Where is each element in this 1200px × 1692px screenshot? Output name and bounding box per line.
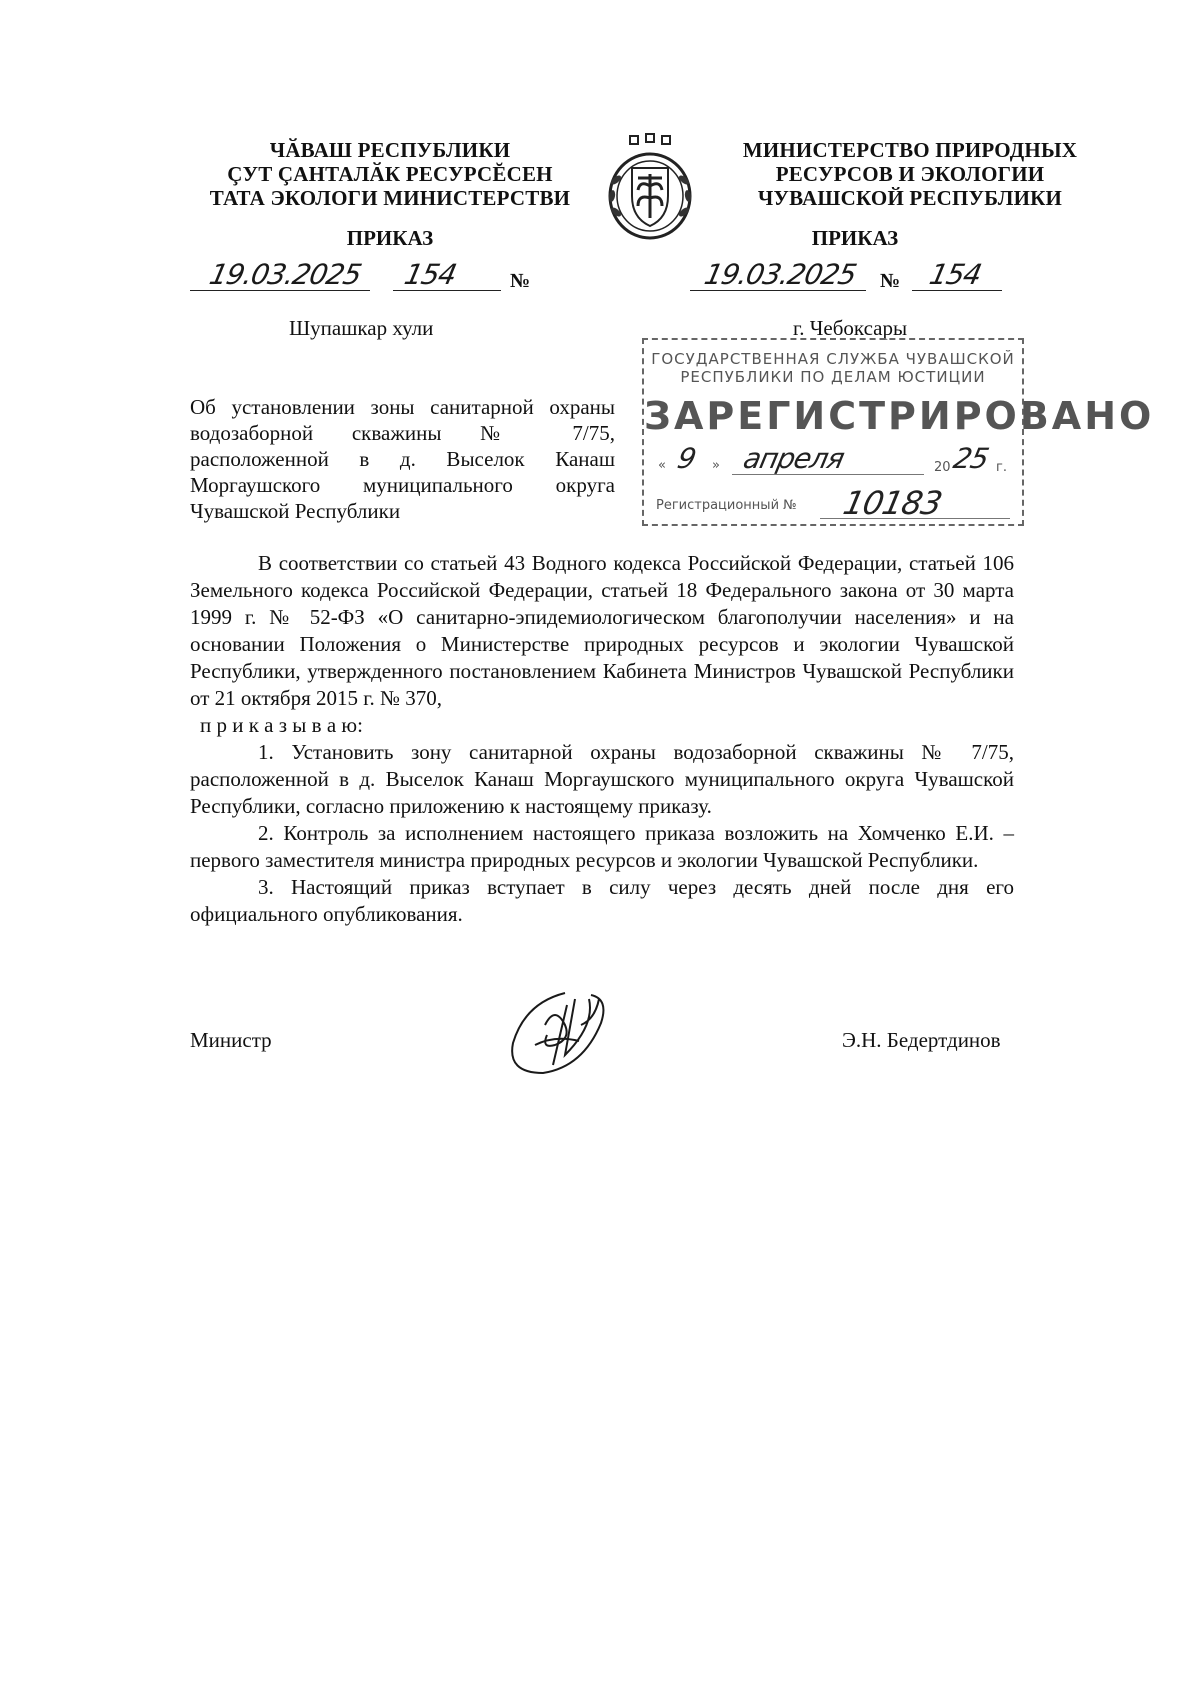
chuvash-coat-of-arms-icon <box>600 130 700 242</box>
signature-position: Министр <box>190 1028 272 1052</box>
body-preamble: В соответствии со статьей 43 Водного кодекса Российской Федерации, статьей 106 Земельного кодекса Российской Федерации, статьей 18 Федерального закона от 30 марта 1999 г. № 52-ФЗ «О санитарно-эпидемиологическом благополучии населения» и на основании Положения о Министерстве природных ресурсов и экологии Чувашской Республики, утвержденного постановлением Кабинета Министров Чувашской Республики от 21 октября 2015 г. № 370, <box>190 551 1014 710</box>
stamp-date-row <box>644 442 1022 482</box>
city-right: г. Чебоксары <box>793 316 908 340</box>
header-left-line2: ÇУТ ÇАНТАЛӐК РЕСУРСĔСЕН <box>227 162 553 186</box>
number-sign-right: № <box>880 270 901 292</box>
header-left <box>190 138 590 210</box>
stamp-month-line <box>732 474 924 475</box>
body-item-3: 3. Настоящий приказ вступает в силу через десять дней после дня его официального опубликования. <box>190 875 1014 926</box>
stamp-reg-number: 10183 <box>839 484 945 522</box>
header-left-line1: ЧӐВАШ РЕСПУБЛИКИ <box>269 138 511 162</box>
signature <box>505 985 615 1085</box>
body-order-word: п р и к а з ы в а ю: <box>200 713 363 737</box>
stamp-line2: РЕСПУБЛИКИ ПО ДЕЛАМ ЮСТИЦИИ <box>680 368 986 386</box>
body-item-2: 2. Контроль за исполнением настоящего приказа возложить на Хомченко Е.И. – первого заместителя министра природных ресурсов и экологии Чувашской Республики. <box>190 821 1014 872</box>
stamp-reg-label: Регистрационный № <box>656 498 797 513</box>
stamp-day-open: « <box>658 458 666 473</box>
stamp-day-close: » <box>712 458 720 473</box>
stamp-year-prefix: 20 <box>934 460 951 475</box>
signature-icon <box>505 985 615 1085</box>
stamp-reg-line <box>820 518 1010 519</box>
stamp-reg-row <box>644 482 1022 522</box>
number-left: 154 <box>401 258 459 291</box>
registration-stamp <box>642 338 1155 526</box>
body-item-1: 1. Установить зону санитарной охраны водозаборной скважины № 7/75, расположенной в д. Выселок Канаш Моргаушского муниципального округа Чувашской Республики, согласно приложению к настоящему приказу. <box>190 740 1014 818</box>
city-left: Шупашкар хули <box>289 316 434 340</box>
stamp-month: апреля <box>740 442 847 475</box>
stamp-year-suffix: 25 <box>950 442 992 475</box>
number-right: 154 <box>926 258 984 291</box>
date-right: 19.03.2025 <box>701 258 859 291</box>
stamp-year-end: г. <box>996 460 1007 475</box>
stamp-line1: ГОСУДАРСТВЕННАЯ СЛУЖБА ЧУВАШСКОЙ <box>651 350 1015 368</box>
header-left-line3: ТАТА ЭКОЛОГИ МИНИСТЕРСТВИ <box>209 186 571 210</box>
stamp-title: ЗАРЕГИСТРИРОВАНО <box>644 394 1155 438</box>
order-label-right: ПРИКАЗ <box>811 226 899 250</box>
number-sign-left: № <box>510 270 531 292</box>
document-body <box>190 550 1014 928</box>
header-right-line1: МИНИСТЕРСТВО ПРИРОДНЫХ <box>742 138 1078 162</box>
emblem <box>600 130 700 242</box>
document-subject: Об установлении зоны санитарной охраны водозаборной скважины № 7/75, расположенной в д. Выселок Канаш Моргаушского муниципального округа Чувашской Республики <box>190 395 615 523</box>
signature-name: Э.Н. Бедертдинов <box>842 1028 1001 1052</box>
header-right-line3: ЧУВАШСКОЙ РЕСПУБЛИКИ <box>757 186 1063 210</box>
date-left: 19.03.2025 <box>206 258 364 291</box>
header-right-line2: РЕСУРСОВ И ЭКОЛОГИИ <box>775 162 1045 186</box>
stamp-day: 9 <box>674 442 699 475</box>
header-right <box>705 138 1115 210</box>
order-label-left: ПРИКАЗ <box>346 226 434 250</box>
